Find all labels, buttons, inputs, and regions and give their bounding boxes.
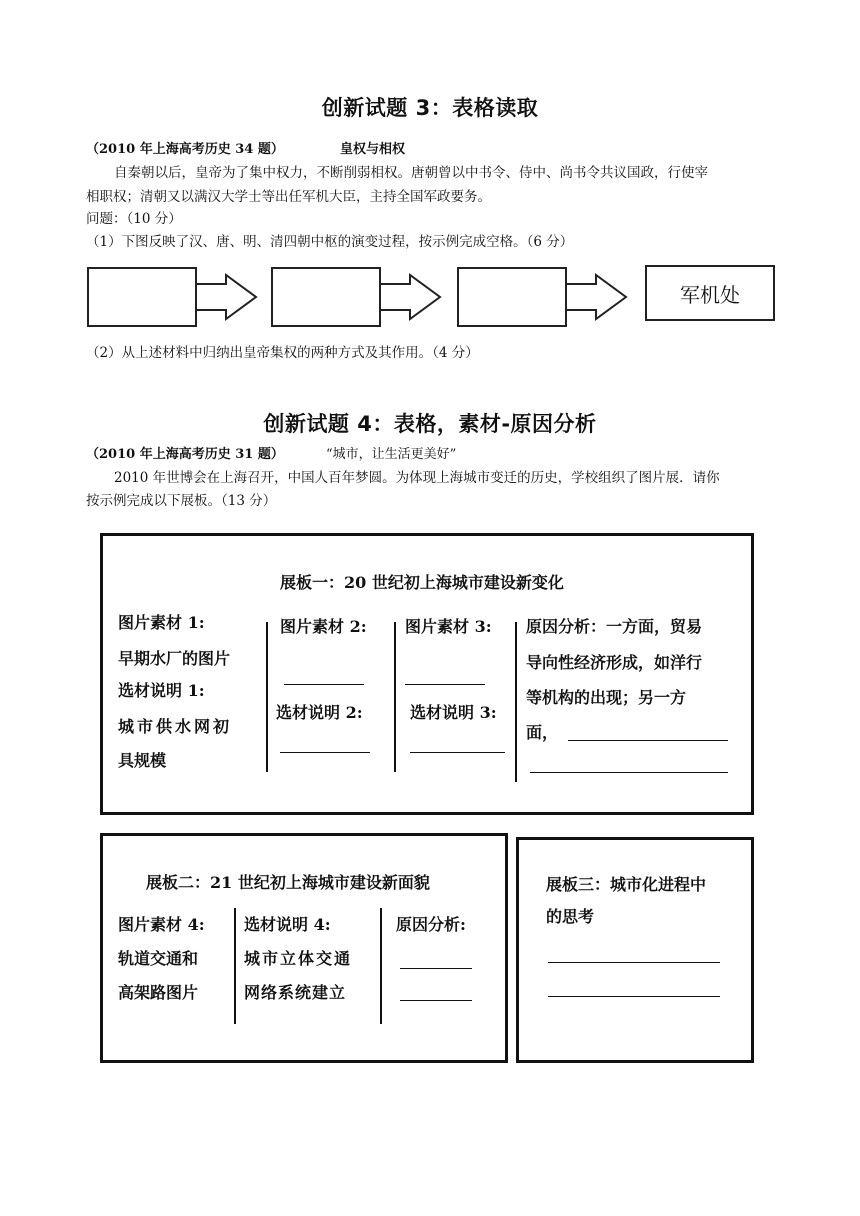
board-1-divider-2 xyxy=(394,622,396,772)
board-3-blank-2 xyxy=(548,996,720,997)
section3-title: 创新试题 3：表格读取 xyxy=(321,96,539,120)
question-1: （1）下图反映了汉、唐、明、清四朝中枢的演变过程，按示例完成空格。（6 分） xyxy=(86,234,574,250)
board-1-divider-1 xyxy=(266,622,268,772)
board-3-title-line1: 展板三：城市化进程中 xyxy=(546,875,707,894)
board-2-col1-line1: 图片素材 4: xyxy=(118,915,205,934)
board-2-divider-1 xyxy=(234,908,236,1024)
board-3-blank-1 xyxy=(548,962,720,963)
section3-paragraph-line2: 相职权；清朝又以满汉大学士等出任军机大臣，主持全国军政要务。 xyxy=(86,189,491,205)
board-1-col4-blank-2 xyxy=(530,772,728,773)
board-1-title: 展板一：20 世纪初上海城市建设新变化 xyxy=(280,573,564,592)
board-1-col3-blank-2 xyxy=(410,752,505,753)
section4-title: 创新试题 4：表格，素材-原因分析 xyxy=(263,412,597,436)
diagram-box-2 xyxy=(272,268,380,326)
section4-subtitle: “城市，让生活更美好” xyxy=(326,447,457,462)
board-1-col1-line2: 早期水厂的图片 xyxy=(118,649,231,668)
board-2-col3-blank-1 xyxy=(400,968,472,969)
section3-source: （2010 年上海高考历史 34 题） xyxy=(86,142,284,157)
question-label: 问题：（10 分） xyxy=(86,211,182,227)
board-3-title-line2: 的思考 xyxy=(546,907,595,926)
section4-paragraph-line2: 按示例完成以下展板。（13 分） xyxy=(86,493,277,509)
board-2-divider-2 xyxy=(380,908,382,1024)
board-1-col4-blank-1 xyxy=(568,740,728,741)
board-1-col1-line1: 图片素材 1: xyxy=(118,613,205,632)
diagram-box-3 xyxy=(458,268,566,326)
board-2-col3-blank-2 xyxy=(400,1000,472,1001)
board-2-col2-line1: 选材说明 4: xyxy=(244,915,331,934)
board-2-col2-line3: 网络系统建立 xyxy=(244,983,347,1002)
section3-paragraph-line1: 自秦朝以后，皇帝为了集中权力，不断削弱相权。唐朝曾以中书令、侍中、尚书令共议国政，行使宰 xyxy=(114,165,708,181)
board-2-col3: 原因分析: xyxy=(396,915,466,934)
board-2-title: 展板二：21 世纪初上海城市建设新面貌 xyxy=(146,873,430,892)
diagram-box-4-label: 军机处 xyxy=(680,283,740,307)
board-1-col2-top: 图片素材 2: xyxy=(280,617,367,636)
board-1-col1-line5: 具规模 xyxy=(118,751,167,770)
board-1-col1-line4: 城市供水网初 xyxy=(118,717,233,736)
board-1-col4-line3: 等机构的出现；另一方 xyxy=(526,688,687,707)
board-2-col1-line2: 轨道交通和 xyxy=(118,949,199,968)
section4-paragraph-line1: 2010 年世博会在上海召开，中国人百年梦圆。为体现上海城市变迁的历史，学校组织了图片展．请你 xyxy=(114,470,720,486)
board-1-col3-blank-1 xyxy=(405,684,485,685)
board-1-col3-mid: 选材说明 3: xyxy=(410,703,497,722)
board-1-col2-mid: 选材说明 2: xyxy=(276,703,363,722)
section3-subtitle: 皇权与相权 xyxy=(340,142,406,157)
diagram-box-1 xyxy=(88,268,196,326)
board-2-col1-line3: 高架路图片 xyxy=(118,983,199,1002)
board-1-col4-line2: 导向性经济形成，如洋行 xyxy=(526,653,703,672)
board-1-col4-line4: 面， xyxy=(526,723,559,742)
arrow-3-icon xyxy=(566,275,626,319)
board-1-col2-blank-2 xyxy=(280,752,370,753)
arrow-1-icon xyxy=(196,275,256,319)
board-1-divider-3 xyxy=(515,622,517,782)
board-2-col2-line2: 城市立体交通 xyxy=(244,949,353,968)
board-1-col4-line1: 原因分析：一方面，贸易 xyxy=(526,617,703,636)
arrow-2-icon xyxy=(380,275,440,319)
board-1-col1-line3: 选材说明 1: xyxy=(118,681,205,700)
board-1-col3-top: 图片素材 3: xyxy=(405,617,492,636)
board-1-col2-blank-1 xyxy=(284,684,364,685)
section4-source: （2010 年上海高考历史 31 题） xyxy=(86,447,284,462)
question-2: （2）从上述材料中归纳出皇帝集权的两种方式及其作用。（4 分） xyxy=(86,345,479,361)
